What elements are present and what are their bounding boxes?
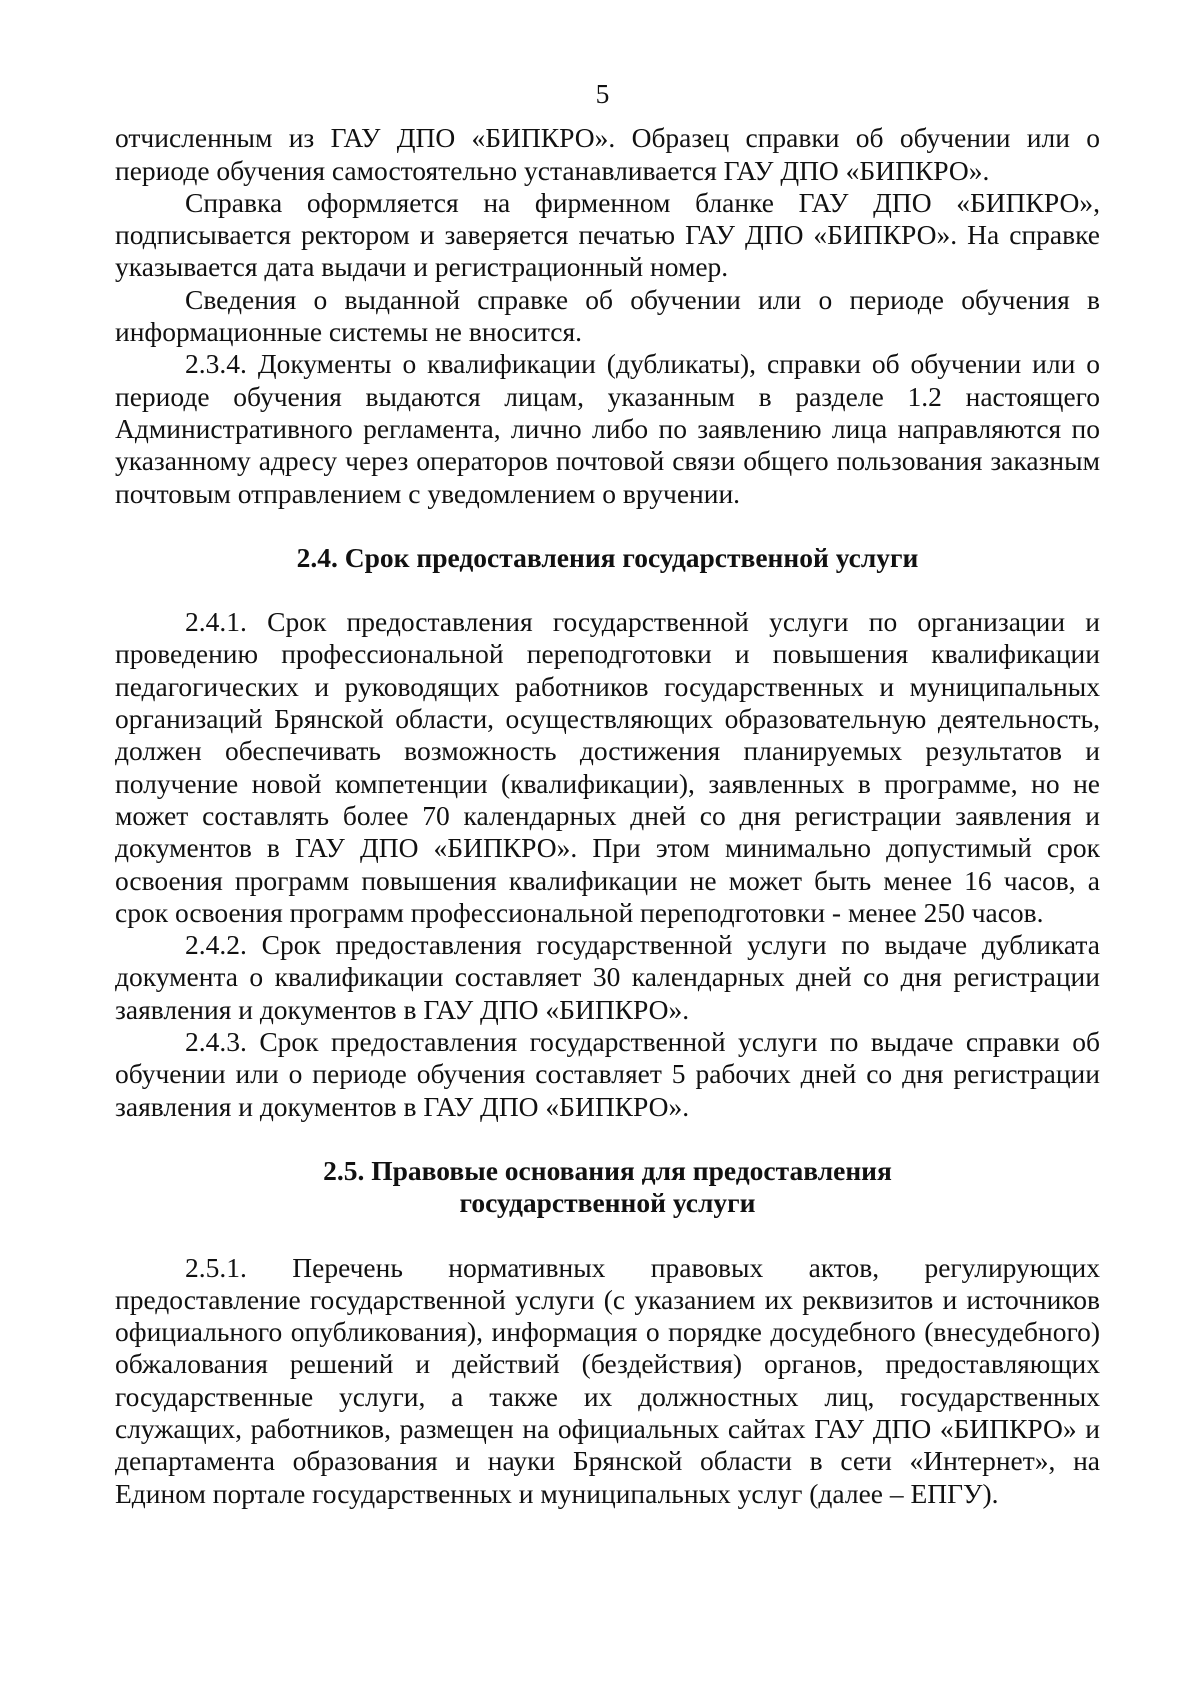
section-2-4 [115,542,1100,1123]
paragraph-2-4-1: 2.4.1. Срок предоставления государственной услуги по организации и проведению профессиональной переподготовки и повышения квалификации педагогических и руководящих работников государственных и муниципальных организаций Брянской области, осуществляющих образовательную деятельность, должен обеспечивать возможность достижения планируемых результатов и получение новой компетенции (квалификации), заявленных в программе, но не может составлять более 70 календарных дней со дня регистрации заявления и документов в ГАУ ДПО «БИПКРО». При этом минимально допустимый срок освоения программ повышения квалификации не может быть менее 16 часов, а срок освоения программ профессиональной переподготовки - менее 250 часов. [115,606,1100,928]
paragraph-2-5-1: 2.5.1. Перечень нормативных правовых актов, регулирующих предоставление государственной услуги (с указанием их реквизитов и источников официального опубликования), информация о порядке досудебного (внесудебного) обжалования решений и действий (бездействия) органов, предоставляющих государственные услуги, а также их должностных лиц, государственных служащих, работников, размещен на официальных сайтах ГАУ ДПО «БИПКРО» и департамента образования и науки Брянской области в сети «Интернет», на Едином портале государственных и муниципальных услуг (далее – ЕПГУ). [115,1251,1100,1509]
section-heading-2-5 [115,1155,1100,1220]
heading-line: государственной услуги [459,1187,756,1219]
document-page [115,78,1100,1510]
section-2-5 [115,1155,1100,1510]
paragraph-2-4-2: 2.4.2. Срок предоставления государственной услуги по выдаче дубликата документа о квалификации составляет 30 календарных дней со дня регистрации заявления и документов в ГАУ ДПО «БИПКРО». [115,929,1100,1025]
paragraph: отчисленным из ГАУ ДПО «БИПКРО». Образец справки об обучении или о периоде обучения самостоятельно устанавливается ГАУ ДПО «БИПКРО». [115,122,1100,186]
section-heading-2-4: 2.4. Срок предоставления государственной услуги [296,541,919,573]
paragraph: Сведения о выданной справке об обучении или о периоде обучения в информационные системы не вносится. [115,283,1100,348]
paragraph: Справка оформляется на фирменном бланке ГАУ ДПО «БИПКРО», подписывается ректором и заверяется печатью ГАУ ДПО «БИПКРО». На справке указывается дата выдачи и регистрационный номер. [115,186,1100,283]
heading-line: 2.5. Правовые основания для предоставления [323,1154,892,1186]
paragraph-2-4-3: 2.4.3. Срок предоставления государственной услуги по выдаче справки об обучении или о периоде обучения составляет 5 рабочих дней со дня регистрации заявления и документов в ГАУ ДПО «БИПКРО». [115,1026,1100,1122]
spacer [115,574,1100,606]
page-number: 5 [595,78,610,109]
spacer [115,510,1100,542]
spacer [115,1220,1100,1252]
paragraph-2-3-4: 2.3.4. Документы о квалификации (дубликаты), справки об обучении или о периоде обучения выдаются лицам, указанным в разделе 1.2 настоящего Административного регламента, лично либо по заявлению лица направляются по указанному адресу через операторов почтовой связи общего пользования заказным почтовым отправлением с уведомлением о вручении. [115,348,1100,509]
section-2-3-continuation [115,122,1100,510]
spacer [115,1123,1100,1155]
